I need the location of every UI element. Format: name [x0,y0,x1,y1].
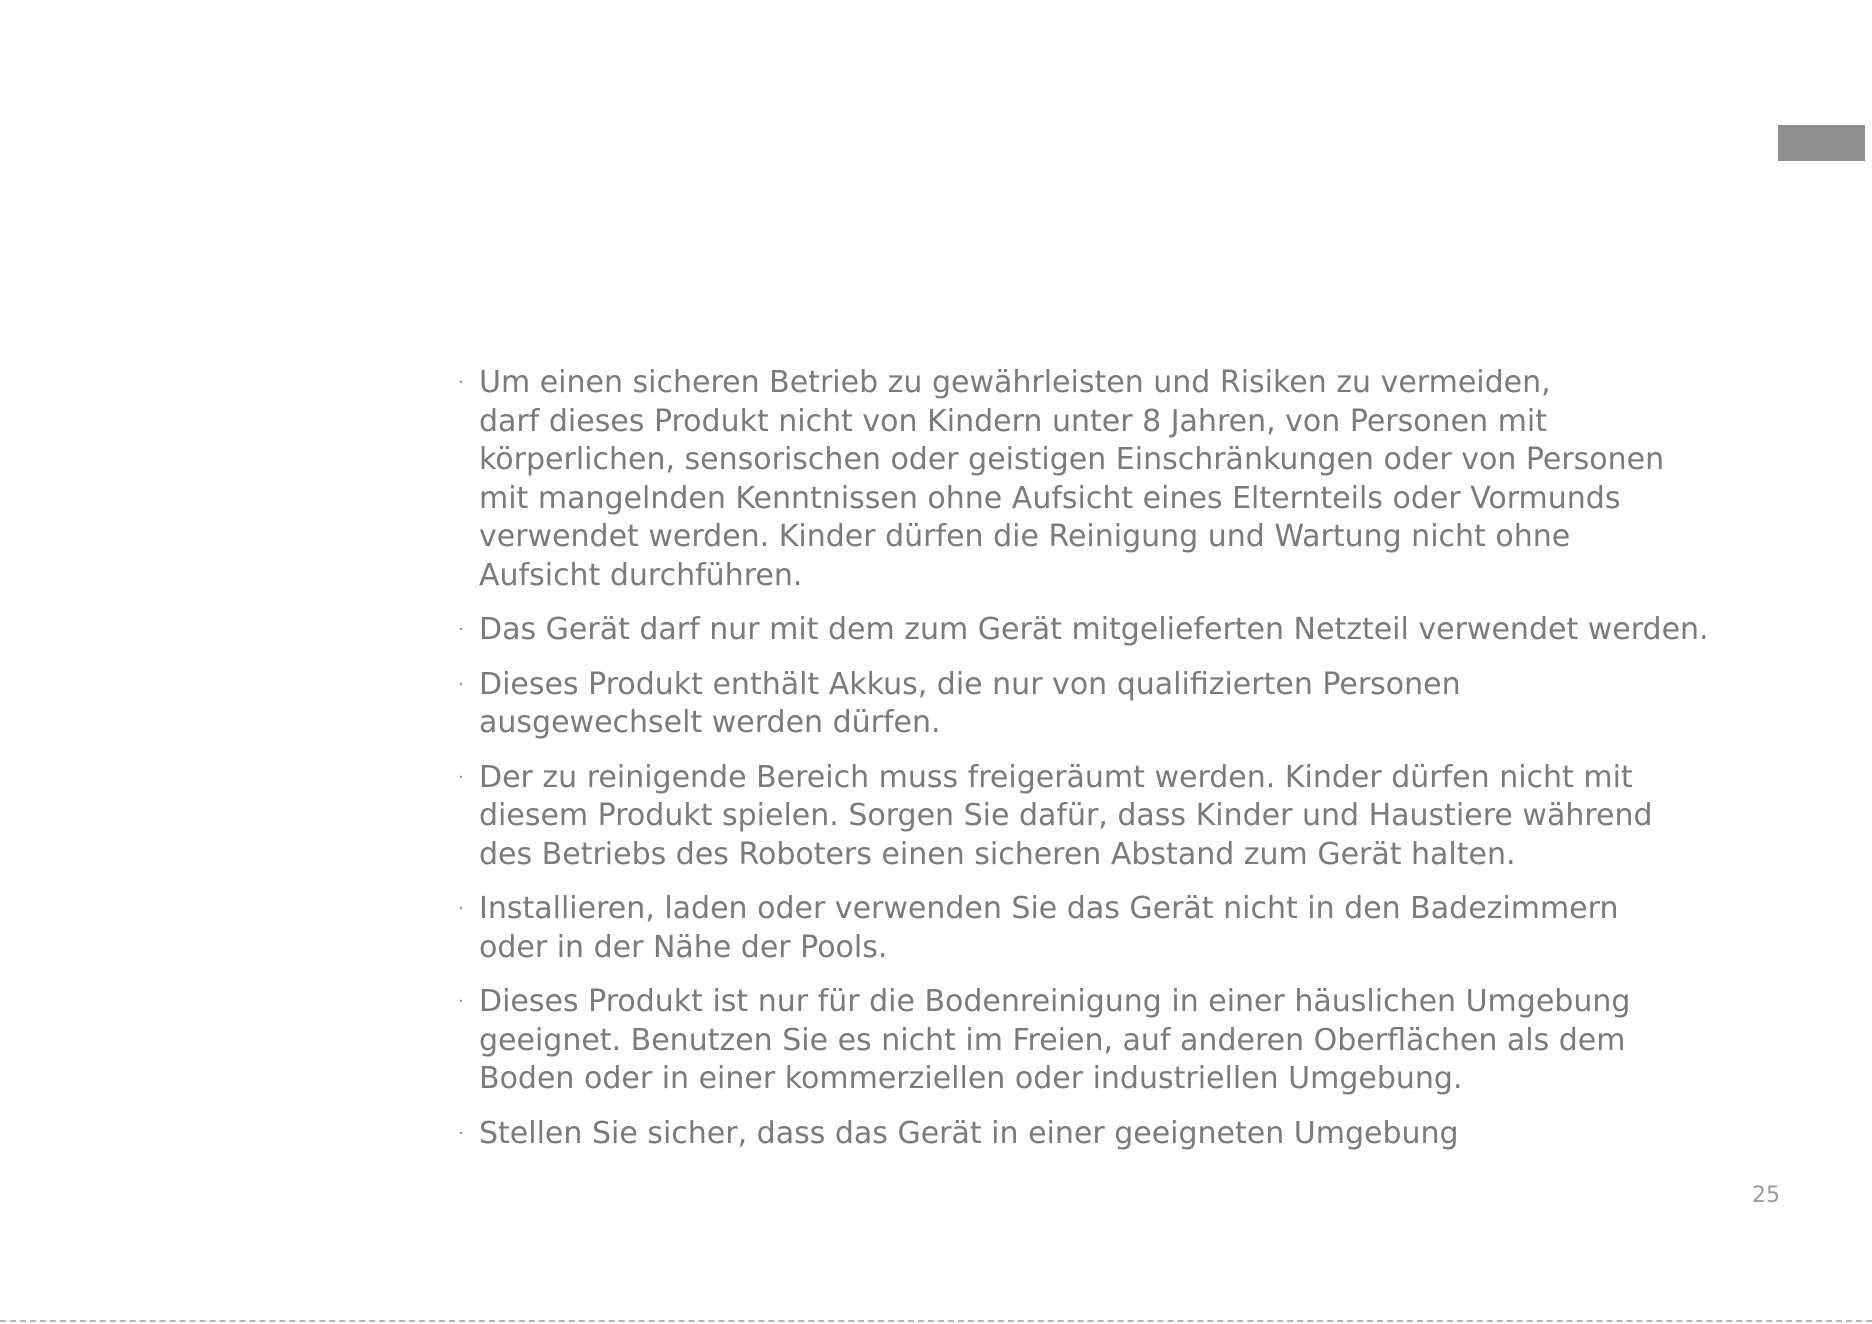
text-line: darf dieses Produkt nicht von Kindern unter 8 Jahren, von Personen mit [479,403,1547,439]
text-line: des Betriebs des Roboters einen sicheren Abstand zum Gerät halten. [479,836,1516,872]
list-item [458,611,1758,650]
bullet-dot-icon: · [458,766,464,788]
text-line: Installieren, laden oder verwenden Sie das Gerät nicht in den Badezimmern [479,891,1619,926]
text-line: Das Gerät darf nur mit dem zum Gerät mitgelieferten Netzteil verwendet werden. [479,612,1709,647]
bullet-list [458,364,1758,1153]
text-line: Aufsicht durchführen. [479,557,803,593]
text-line: Stellen Sie sicher, dass das Gerät in einer geeigneten Umgebung [479,1115,1459,1151]
text-line: geeignet. Benutzen Sie es nicht im Freien, auf anderen Oberflächen als dem [479,1022,1626,1058]
text-line: ausgewechselt werden dürfen. [479,705,941,740]
text-line: verwendet werden. Kinder dürfen die Reinigung und Wartung nicht ohne [479,519,1571,554]
bullet-dot-icon: · [458,1122,464,1144]
list-item [458,364,1758,595]
list-item [458,890,1758,967]
page-number: 25 [1752,1183,1780,1208]
text-line: Dieses Produkt ist nur für die Bodenreinigung in einer häuslichen Umgebung [479,984,1631,1019]
bullet-dot-icon: · [458,898,464,919]
text-line: diesem Produkt spielen. Sorgen Sie dafür, dass Kinder und Haustiere während [479,798,1653,833]
list-item [458,983,1758,1099]
text-line: Der zu reinigende Bereich muss freigeräumt werden. Kinder dürfen nicht mit [479,759,1633,795]
bottom-divider [0,1320,1872,1322]
list-item [458,666,1758,743]
text-line: Um einen sicheren Betrieb zu gewährleisten und Risiken zu vermeiden, [479,365,1551,400]
bullet-dot-icon: · [458,372,464,393]
text-line: Dieses Produkt enthält Akkus, die nur von qualifizierten Personen [479,666,1461,702]
list-item [458,1115,1758,1154]
list-item [458,759,1758,875]
section-tab-marker [1778,125,1865,161]
bullet-dot-icon: · [458,991,464,1012]
text-line: oder in der Nähe der Pools. [479,929,888,965]
bullet-dot-icon: · [458,673,464,695]
text-line: Boden oder in einer kommerziellen oder industriellen Umgebung. [479,1061,1463,1096]
text-line: körperlichen, sensorischen oder geistigen Einschränkungen oder von Personen [479,442,1665,477]
safety-instructions [458,364,1758,1169]
bullet-dot-icon: · [458,619,464,640]
text-line: mit mangelnden Kenntnissen ohne Aufsicht eines Elternteils oder Vormunds [479,480,1621,516]
